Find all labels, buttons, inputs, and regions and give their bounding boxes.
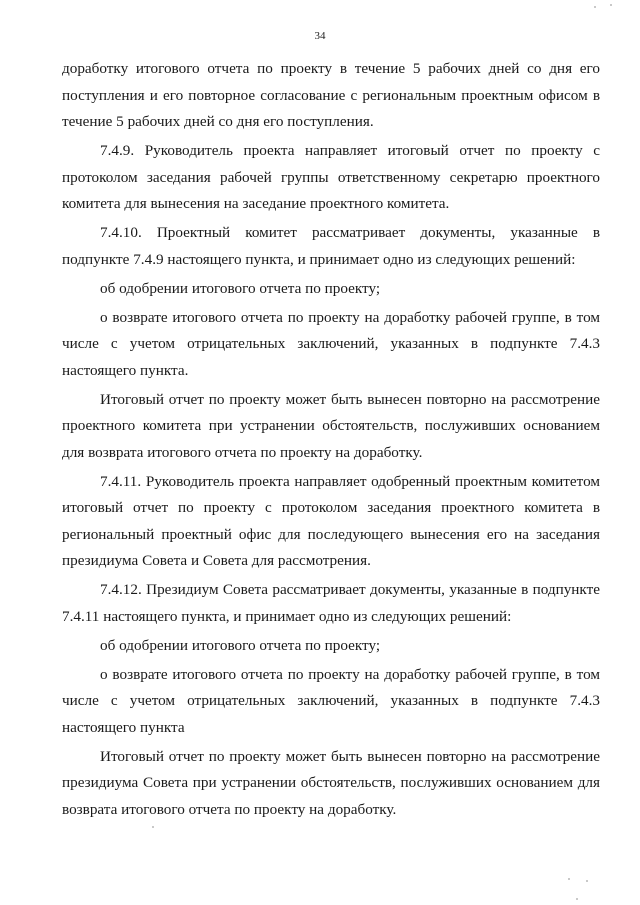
scan-speck (576, 898, 578, 900)
scan-speck (152, 826, 154, 828)
decision-return-presidium: о возврате итогового отчета по проекту на доработку рабочей группе, в том числе с учетом отрицательных заключений, указанных в подпункте 7.4.3 настоящего пункта (62, 665, 600, 736)
paragraph-7-4-9: 7.4.9. Руководитель проекта направляет итоговый отчет по проекту с протоколом заседания рабочей группы ответственному секретарю проектного комитета для вынесения на заседание проектного комитета. (62, 142, 600, 212)
page-number: 34 (314, 30, 326, 42)
paragraph-7-4-10: 7.4.10. Проектный комитет рассматривает документы, указанные в подпункте 7.4.9 настоящего пункта, и принимает одно из следующих решений: (62, 224, 600, 268)
decision-return-committee: о возврате итогового отчета по проекту на доработку рабочей группе, в том числе с учетом отрицательных заключений, указанных в подпункте 7.4.3 настоящего пункта. (62, 308, 600, 379)
paragraph-7-4-12: 7.4.12. Президиум Совета рассматривает документы, указанные в подпункте 7.4.11 настоящего пункта, и принимает одно из следующих решений: (62, 581, 600, 625)
scan-speck (594, 6, 596, 8)
scan-speck (610, 4, 612, 6)
decision-approve-committee: об одобрении итогового отчета по проекту; (100, 279, 381, 297)
paragraph-resubmit-committee: Итоговый отчет по проекту может быть вынесен повторно на рассмотрение проектного комитета при устранении обстоятельств, послуживших основанием для возврата итогового отчета по проекту на доработку. (62, 390, 600, 461)
decision-approve-presidium: об одобрении итогового отчета по проекту; (100, 636, 381, 654)
paragraph-continuation: доработку итогового отчета по проекту в течение 5 рабочих дней со дня его поступления и его повторное согласование с региональным проектным офисом в течение 5 рабочих дней со дня его поступления. (62, 60, 600, 130)
scan-speck (568, 878, 570, 880)
paragraph-resubmit-presidium: Итоговый отчет по проекту может быть вынесен повторно на рассмотрение президиума Совета при устранении обстоятельств, послуживших основанием для возврата итогового отчета по проекту на доработку. (62, 747, 600, 818)
document-body (62, 56, 600, 826)
paragraph-7-4-11: 7.4.11. Руководитель проекта направляет одобренный проектным комитетом итоговый отчет по проекту с протоколом заседания проектного комитета в региональный проектный офис для последующего вынесения его на заседания президиума Совета и Совета для рассмотрения. (62, 472, 600, 569)
scan-speck (586, 880, 588, 882)
